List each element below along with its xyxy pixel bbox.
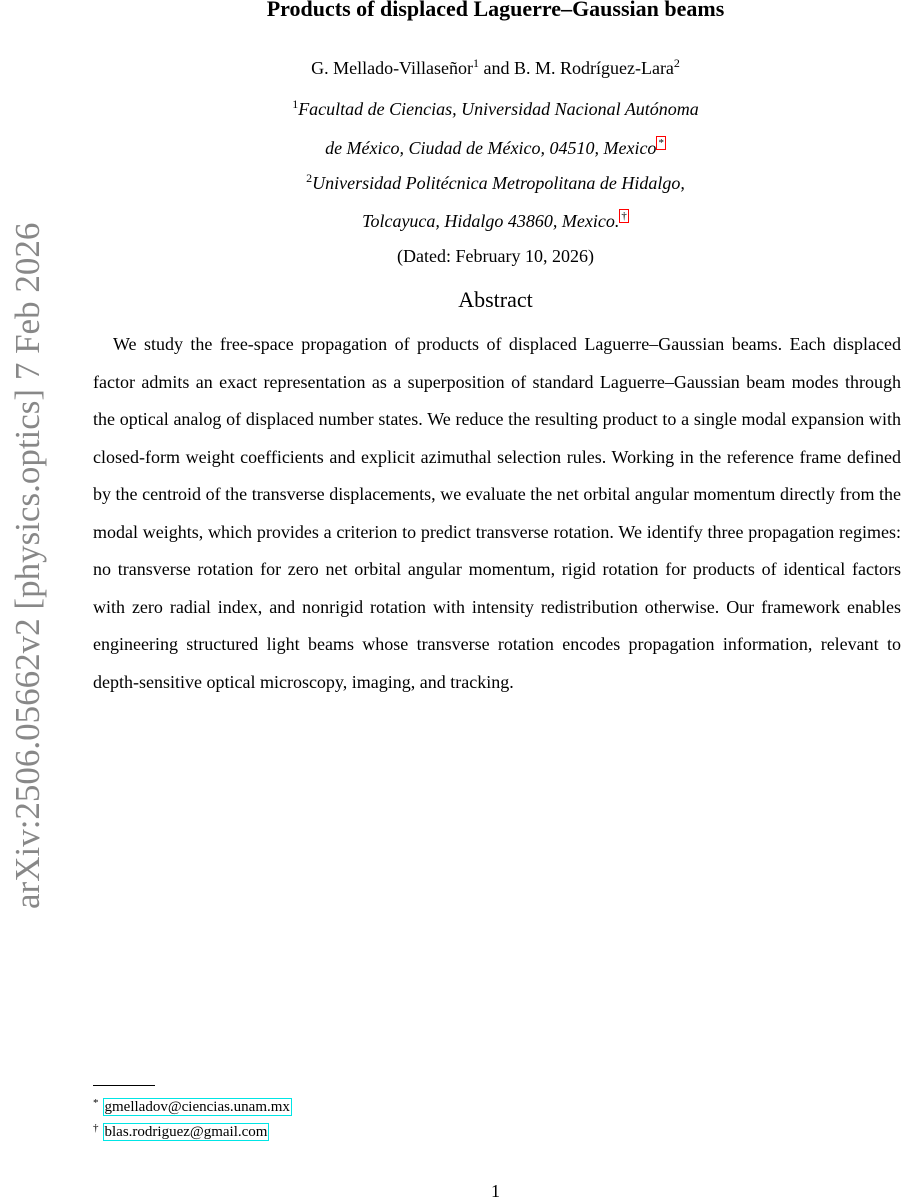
affiliation-1-text-line-2: de México, Ciudad de México, 04510, Mexico (325, 138, 657, 158)
footnote-link-1[interactable]: * (658, 137, 664, 149)
author-1-affiliation-sup: 1 (472, 56, 479, 70)
affiliation-1-line-2 (0, 136, 901, 159)
author-2-affiliation-sup: 2 (673, 56, 680, 70)
footnote-2 (93, 1122, 269, 1141)
footnote-1-email-link[interactable]: gmelladov@ciencias.unam.mx (104, 1099, 290, 1115)
footnote-1-mark: * (93, 1097, 99, 1109)
affiliation-2-text-line-1: Universidad Politécnica Metropolitana de Hidalgo, (312, 173, 685, 193)
arxiv-identifier-stamp: arXiv:2506.05662v2 [physics.optics] 7 Feb 2026 (8, 222, 47, 909)
author-conjunction: and (478, 58, 514, 78)
abstract-heading: Abstract (458, 287, 533, 312)
author-1-name: G. Mellado-Villaseñor (311, 58, 473, 78)
page-number: 1 (491, 1181, 500, 1201)
footnote-2-mark: † (93, 1122, 99, 1134)
author-2-name: B. M. Rodríguez-Lara (513, 58, 674, 78)
footnote-link-2[interactable]: † (621, 210, 627, 222)
affiliation-2-line-2 (0, 209, 901, 232)
footnote-2-email-link[interactable]: blas.rodriguez@gmail.com (104, 1124, 268, 1140)
abstract-body: We study the free-space propagation of products of displaced Laguerre–Gaussian beams. Each displaced factor admits an exact representation as a superposition of standard Laguerre–Gaussian beam modes through the optical analog of displaced number states. We reduce the resulting product to a single modal expansion with closed-form weight coefficients and explicit azimuthal selection rules. Working in the reference frame defined by the centroid of the transverse displacements, we evaluate the net orbital angular momentum directly from the modal weights, which provides a criterion to predict transverse rotation. We identify three propagation regimes: no transverse rotation for zero net orbital angular momentum, rigid rotation for products of identical factors with zero radial index, and nonrigid rotation with intensity redistribution otherwise. Our framework enables engineering structured light beams whose transverse rotation encodes propagation information, relevant to depth-sensitive optical microscopy, imaging, and tracking. (93, 334, 901, 692)
affiliation-1-text-line-1: Facultad de Ciencias, Universidad Nacional Autónoma (298, 99, 699, 119)
affiliation-2-sup: 2 (306, 171, 313, 185)
affiliation-2-text-line-2: Tolcayuca, Hidalgo 43860, Mexico. (362, 211, 620, 231)
footnote-1 (93, 1097, 292, 1116)
dated-line: (Dated: February 10, 2026) (397, 246, 594, 266)
paper-title: Products of displaced Laguerre–Gaussian beams (266, 0, 725, 21)
affiliation-1-sup: 1 (292, 97, 299, 111)
footnote-divider (93, 1085, 155, 1086)
affiliation-1-line-1 (0, 99, 901, 120)
author-line (0, 58, 901, 79)
affiliation-2-line-1 (0, 173, 901, 194)
